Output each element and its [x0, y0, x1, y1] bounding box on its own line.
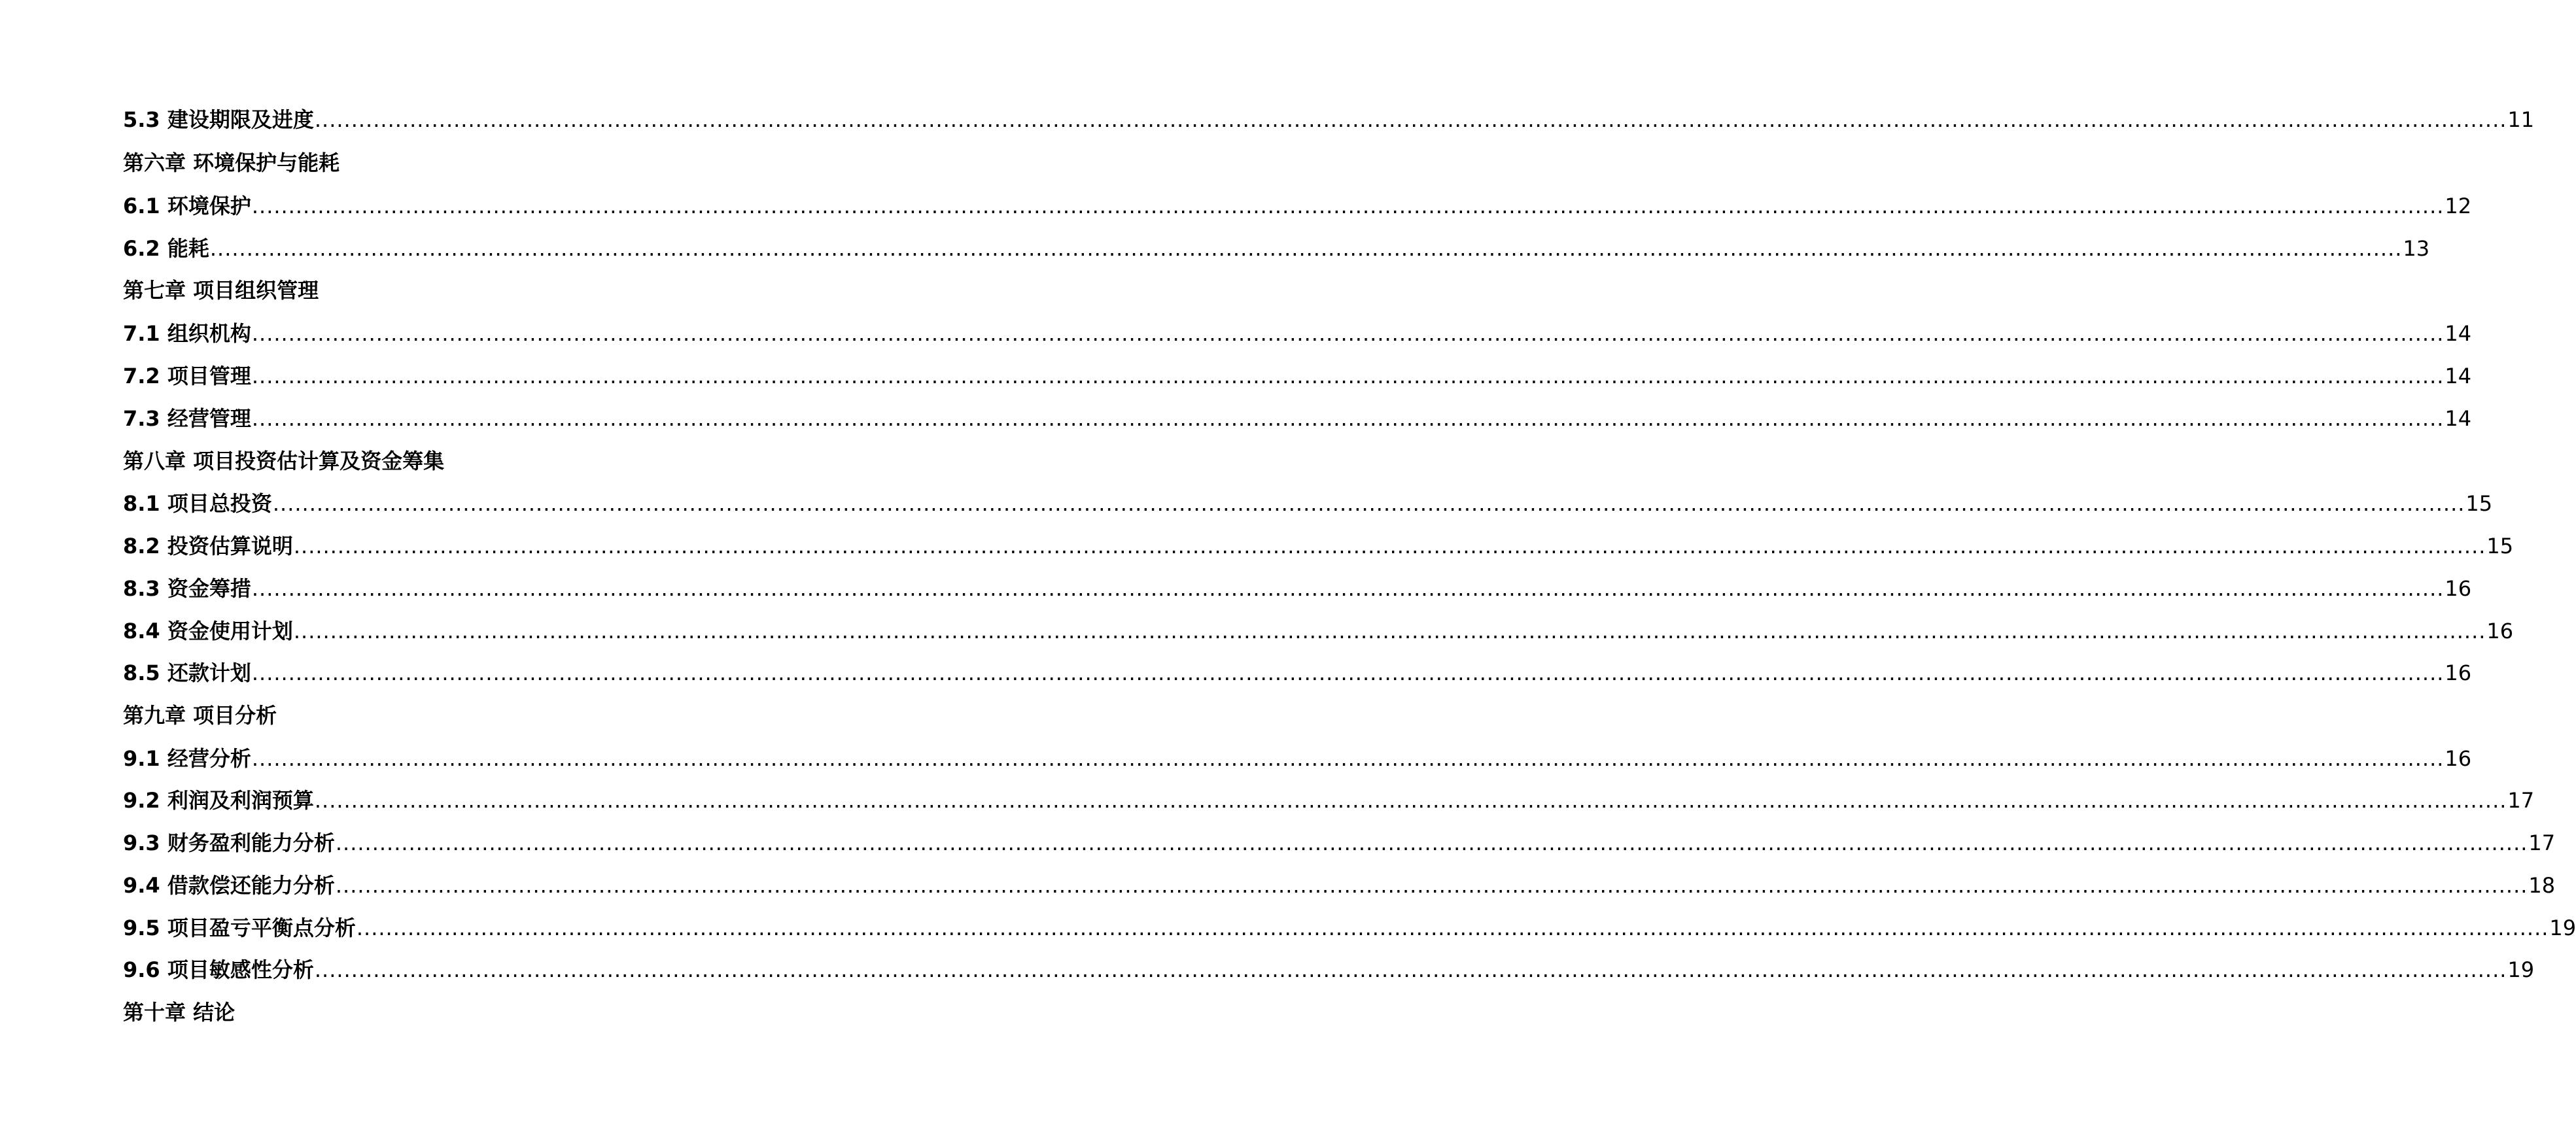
- dot-leader: ............................................................................................................................................................................................................................................................................................................: [335, 830, 2528, 855]
- toc-entry-title: 8.4 资金使用计划: [123, 619, 293, 643]
- toc-entry-page: 13: [2403, 236, 2430, 261]
- toc-entry-title: 7.1 组织机构: [123, 321, 251, 346]
- toc-chapter-10[interactable]: 第十章 结论: [123, 1000, 235, 1025]
- toc-entry-page: 15: [2486, 534, 2514, 558]
- toc-entry-title: 8.3 资金筹措: [123, 576, 251, 601]
- toc-entry-7-1[interactable]: [123, 318, 2472, 349]
- toc-entry-title: 9.1 经营分析: [123, 746, 251, 771]
- toc-entry-6-2[interactable]: [123, 233, 2430, 264]
- toc-entry-page: 14: [2445, 364, 2472, 388]
- toc-entry-page: 14: [2445, 321, 2472, 346]
- dot-leader: ............................................................................................................................................................................................................................................................................................................: [335, 873, 2528, 898]
- toc-entry-8-2[interactable]: [123, 531, 2514, 561]
- dot-leader: ............................................................................................................................................................................................................................................................................................................: [251, 321, 2445, 346]
- toc-entry-page: 16: [2445, 576, 2472, 601]
- toc-entry-title: 9.2 利润及利润预算: [123, 788, 314, 813]
- toc-entry-title: 9.4 借款偿还能力分析: [123, 873, 335, 898]
- dot-leader: ............................................................................................................................................................................................................................................................................................................: [356, 916, 2549, 940]
- toc-chapter-8[interactable]: 第八章 项目投资估计算及资金筹集: [123, 449, 445, 473]
- toc-entry-8-4[interactable]: [123, 616, 2514, 646]
- toc-entry-title: 5.3 建设期限及进度: [123, 107, 314, 132]
- toc-entry-7-2[interactable]: [123, 361, 2472, 391]
- toc-entry-page: 19: [2507, 957, 2535, 982]
- dot-leader: ............................................................................................................................................................................................................................................................................................................: [251, 364, 2445, 388]
- toc-entry-page: 16: [2486, 619, 2514, 643]
- dot-leader: ............................................................................................................................................................................................................................................................................................................: [293, 534, 2486, 558]
- toc-entry-page: 12: [2445, 194, 2472, 218]
- toc-entry-page: 15: [2465, 491, 2493, 516]
- toc-entry-9-6[interactable]: [123, 955, 2535, 985]
- dot-leader: ............................................................................................................................................................................................................................................................................................................: [209, 236, 2403, 261]
- toc-entry-8-3[interactable]: [123, 574, 2472, 604]
- toc-entry-6-1[interactable]: [123, 191, 2472, 221]
- toc-entry-9-4[interactable]: [123, 870, 2556, 900]
- dot-leader: ............................................................................................................................................................................................................................................................................................................: [314, 788, 2507, 813]
- dot-leader: ............................................................................................................................................................................................................................................................................................................: [314, 107, 2507, 132]
- dot-leader: ............................................................................................................................................................................................................................................................................................................: [314, 957, 2507, 982]
- toc-entry-page: 17: [2507, 788, 2535, 813]
- toc-entry-page: 14: [2445, 406, 2472, 431]
- toc-entry-title: 8.1 项目总投资: [123, 491, 272, 516]
- toc-entry-page: 16: [2445, 746, 2472, 771]
- toc-chapter-7[interactable]: 第七章 项目组织管理: [123, 278, 319, 303]
- toc-entry-title: 9.3 财务盈利能力分析: [123, 830, 335, 855]
- toc-entry-title: 6.2 能耗: [123, 236, 209, 261]
- dot-leader: ............................................................................................................................................................................................................................................................................................................: [272, 491, 2465, 516]
- toc-chapter-6[interactable]: 第六章 环境保护与能耗: [123, 150, 340, 175]
- toc-entry-title: 6.1 环境保护: [123, 194, 251, 218]
- toc-entry-7-3[interactable]: [123, 403, 2472, 434]
- dot-leader: ............................................................................................................................................................................................................................................................................................................: [251, 746, 2445, 771]
- toc-entry-page: 11: [2507, 107, 2535, 132]
- toc-chapter-9[interactable]: 第九章 项目分析: [123, 703, 277, 728]
- toc-entry-page: 17: [2528, 830, 2556, 855]
- dot-leader: ............................................................................................................................................................................................................................................................................................................: [251, 194, 2445, 218]
- dot-leader: ............................................................................................................................................................................................................................................................................................................: [251, 406, 2445, 431]
- toc-entry-title: 9.6 项目敏感性分析: [123, 957, 314, 982]
- dot-leader: ............................................................................................................................................................................................................................................................................................................: [293, 619, 2486, 643]
- toc-entry-page: 16: [2445, 660, 2472, 685]
- toc-entry-8-1[interactable]: [123, 488, 2493, 519]
- toc-entry-page: 18: [2528, 873, 2556, 898]
- dot-leader: ............................................................................................................................................................................................................................................................................................................: [251, 660, 2445, 685]
- toc-entry-9-5[interactable]: [123, 913, 2576, 943]
- toc-entry-title: 8.2 投资估算说明: [123, 534, 293, 558]
- toc-entry-8-5[interactable]: [123, 658, 2472, 688]
- toc-entry-9-1[interactable]: [123, 744, 2472, 774]
- toc-entry-title: 8.5 还款计划: [123, 660, 251, 685]
- dot-leader: ............................................................................................................................................................................................................................................................................................................: [251, 576, 2445, 601]
- toc-entry-9-3[interactable]: [123, 828, 2556, 858]
- toc-entry-5-3[interactable]: [123, 105, 2535, 135]
- toc-entry-title: 7.3 经营管理: [123, 406, 251, 431]
- toc-entry-title: 9.5 项目盈亏平衡点分析: [123, 916, 356, 940]
- toc-entry-page: 19: [2549, 916, 2576, 940]
- toc-entry-title: 7.2 项目管理: [123, 364, 251, 388]
- toc-entry-9-2[interactable]: [123, 785, 2535, 815]
